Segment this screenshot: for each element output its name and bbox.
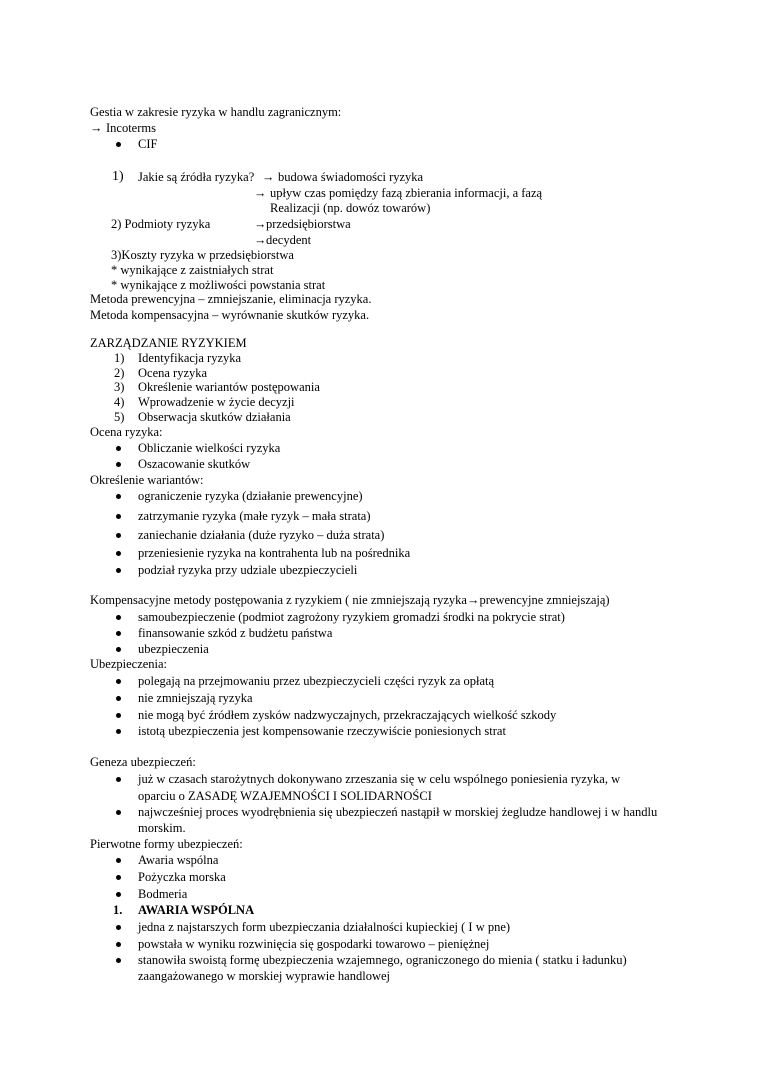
bullet-icon <box>116 942 121 947</box>
list-item-cont: morskim. <box>138 821 186 835</box>
preventive-method: Metoda prewencyjna – zmniejszanie, eliminacja ryzyka. <box>90 292 372 306</box>
list-item: ubezpieczenia <box>138 642 209 656</box>
list-number: 5) <box>114 410 125 424</box>
answer-awareness: budowa świadomości ryzyka <box>278 170 424 184</box>
subjects-label: 2) Podmioty ryzyka <box>111 217 211 231</box>
bullet-icon <box>116 462 121 467</box>
list-number: 1. <box>113 903 123 917</box>
list-item: już w czasach starożytnych dokonywano zrzeszania się w celu wspólnego poniesienia ryzyka, w <box>138 772 621 786</box>
bullet-icon <box>116 925 121 930</box>
bullet-icon <box>116 631 121 636</box>
list-number: 1) <box>114 351 125 365</box>
list-item: polegają na przejmowaniu przez ubezpieczycieli części ryzyk za opłatą <box>138 674 495 688</box>
list-item: istotą ubezpieczenia jest kompensowanie rzeczywiście poniesionych strat <box>138 724 506 738</box>
heading-gestia: Gestia w zakresie ryzyka w handlu zagranicznym: <box>90 105 342 119</box>
list-item: Awaria wspólna <box>138 853 219 867</box>
list-item: ograniczenie ryzyka (działanie prewencyjne) <box>138 489 363 503</box>
list-item: Identyfikacja ryzyka <box>138 351 242 365</box>
list-item: finansowanie szkód z budżetu państwa <box>138 626 333 640</box>
arrow-icon: → <box>254 217 267 231</box>
cost-item: * wynikające z zaistniałych strat <box>111 263 274 277</box>
bullet-icon <box>116 958 121 963</box>
list-item: Obliczanie wielkości ryzyka <box>138 441 281 455</box>
arrow-icon: → <box>466 593 480 607</box>
bullet-icon <box>116 810 121 815</box>
question-sources: Jakie są źródła ryzyka? <box>138 170 255 184</box>
compensation-heading-cont: prewencyjne zmniejszają) <box>479 593 610 607</box>
bullet-icon <box>116 615 121 620</box>
risk-management-heading: ZARZĄDZANIE RYZYKIEM <box>90 336 247 350</box>
bullet-icon <box>116 858 121 863</box>
arrow-icon: → <box>262 170 275 184</box>
list-item: zatrzymanie ryzyka (małe ryzyk – mała strata) <box>138 509 371 523</box>
original-forms-heading: Pierwotne formy ubezpieczeń: <box>90 837 243 851</box>
subject-decision-maker: decydent <box>266 233 312 247</box>
costs-label: 3)Koszty ryzyka w przedsiębiorstwa <box>111 248 294 262</box>
list-item: Wprowadzenie w życie decyzji <box>138 395 295 409</box>
bullet-icon <box>116 892 121 897</box>
list-number: 2) <box>114 366 125 380</box>
cost-item: * wynikające z możliwości powstania strat <box>111 278 326 292</box>
list-number: 1) <box>112 169 124 184</box>
variants-heading: Określenie wariantów: <box>90 473 204 487</box>
list-item-cont: zaangażowanego w morskiej wyprawie handlowej <box>138 969 390 983</box>
list-item: Oszacowanie skutków <box>138 457 251 471</box>
list-number: 4) <box>114 395 125 409</box>
compensation-heading <box>90 593 610 608</box>
list-item: Ocena ryzyka <box>138 366 208 380</box>
compensation-heading-text: Kompensacyjne metody postępowania z ryzykiem ( nie zmniejszają ryzyka <box>90 593 467 607</box>
list-number: 3) <box>114 380 125 394</box>
bullet-icon <box>116 142 121 147</box>
list-item: Pożyczka morska <box>138 870 226 884</box>
bullet-icon <box>116 533 121 538</box>
compensation-method: Metoda kompensacyjna – wyrównanie skutków ryzyka. <box>90 308 370 322</box>
risk-assessment-heading: Ocena ryzyka: <box>90 425 163 439</box>
list-item: powstała w wyniku rozwinięcia się gospodarki towarowo – pieniężnej <box>138 937 490 951</box>
list-item: nie mogą być źródłem zysków nadzwyczajnych, przekraczających wielkość szkody <box>138 708 557 722</box>
bullet-icon <box>116 647 121 652</box>
arrow-icon: → <box>254 233 267 247</box>
arrow-icon: → <box>254 186 267 200</box>
bullet-icon <box>116 514 121 519</box>
list-item: nie zmniejszają ryzyka <box>138 691 253 705</box>
list-item: Obserwacja skutków działania <box>138 410 291 424</box>
bullet-icon <box>116 696 121 701</box>
list-item: podział ryzyka przy udziale ubezpieczycieli <box>138 563 358 577</box>
list-item: Określenie wariantów postępowania <box>138 380 320 394</box>
list-item: przeniesienie ryzyka na kontrahenta lub na pośrednika <box>138 546 411 560</box>
list-item: samoubezpieczenie (podmiot zagrożony ryzykiem gromadzi środki na pokrycie strat) <box>138 610 565 624</box>
bullet-icon <box>116 679 121 684</box>
common-average-heading: AWARIA WSPÓLNA <box>138 903 255 917</box>
answer-time: upływ czas pomiędzy fazą zbierania informacji, a fazą <box>270 186 543 200</box>
arrow-icon: → <box>90 121 103 135</box>
bullet-icon <box>116 713 121 718</box>
subject-enterprises: przedsiębiorstwa <box>266 217 351 231</box>
bullet-icon <box>116 568 121 573</box>
cif-label: CIF <box>138 137 158 151</box>
bullet-icon <box>116 494 121 499</box>
bullet-icon <box>116 551 121 556</box>
list-item: najwcześniej proces wyodrębnienia się ubezpieczeń nastąpił w morskiej żegludze handlowej i w handlu <box>138 805 658 819</box>
list-item: Bodmeria <box>138 887 188 901</box>
answer-time-cont: Realizacji (np. dowóz towarów) <box>270 201 431 215</box>
list-item: zaniechanie działania (duże ryzyko – duża strata) <box>138 528 385 542</box>
list-item-cont: oparciu o ZASADĘ WZAJEMNOŚCI I SOLIDARNOŚCI <box>138 789 432 803</box>
list-item: jedna z najstarszych form ubezpieczania działalności kupieckiej ( I w pne) <box>138 920 511 934</box>
bullet-icon <box>116 729 121 734</box>
bullet-icon <box>116 777 121 782</box>
bullet-icon <box>116 875 121 880</box>
insurance-heading: Ubezpieczenia: <box>90 657 168 671</box>
list-item: stanowiła swoistą formę ubezpieczenia wzajemnego, ograniczonego do mienia ( statku i ładunku) <box>138 953 627 967</box>
bullet-icon <box>116 446 121 451</box>
genesis-heading: Geneza ubezpieczeń: <box>90 755 196 769</box>
incoterms-label: Incoterms <box>106 121 156 135</box>
